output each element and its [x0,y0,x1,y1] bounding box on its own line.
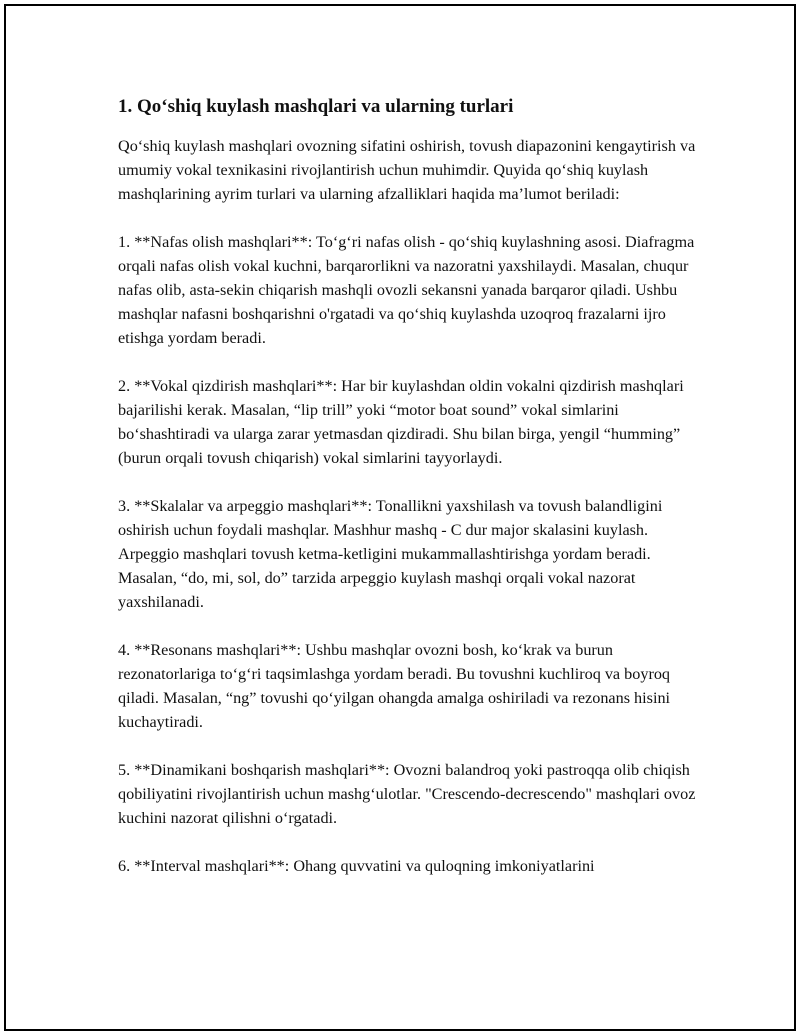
document-body [118,94,708,902]
intro-paragraph: Qo‘shiq kuylash mashqlari ovozning sifatini oshirish, tovush diapazonini kengaytirish va umumiy vokal texnikasini rivojlantirish uchun muhimdir. Quyida qo‘shiq kuylash mashqlarining ayrim turlari va ularning afzalliklari haqida ma’lumot beriladi: [118,137,696,203]
paragraph-dynamics-exercises: 5. **Dinamikani boshqarish mashqlari**: Ovozni balandroq yoki pastroqqa olib chiqish qobiliyatini rivojlantirish uchun mashg‘ulotlar. "Crescendo-decrescendo" mashqlari ovoz kuchini nazorat qilishni o‘rgatadi. [118,761,696,827]
section-heading: 1. Qo‘shiq kuylash mashqlari va ularning turlari [118,96,514,117]
paragraph-interval-exercises: 6. **Interval mashqlari**: Ohang quvvatini va quloqning imkoniyatlarini [118,857,595,875]
paragraph-scales-arpeggio: 3. **Skalalar va arpeggio mashqlari**: Tonallikni yaxshilash va tovush balandligini oshirish uchun foydali mashqlar. Mashhur mashq - C dur major skalasini kuylash. Arpeggio mashqlari tovush ketma-ketligini mukammallashtirishga yordam beradi. Masalan, “do, mi, sol, do” tarzida arpeggio kuylash mashqi orqali vokal nazorat yaxshilanadi. [118,497,663,611]
paragraph-breathing-exercises: 1. **Nafas olish mashqlari**: To‘g‘ri nafas olish - qo‘shiq kuylashning asosi. Diafragma orqali nafas olish vokal kuchni, barqarorlikni va nazoratni yaxshilaydi. Masalan, chuqur nafas olib, asta-sekin chiqarish mashqli ovozli sekansni yanada barqaror qiladi. Ushbu mashqlar nafasni boshqarishni o'rgatadi va qo‘shiq kuylashda uzoqroq frazalarni ijro etishga yordam beradi. [118,233,695,347]
paragraph-resonance-exercises: 4. **Resonans mashqlari**: Ushbu mashqlar ovozni bosh, ko‘krak va burun rezonatorlariga to‘g‘ri taqsimlashga yordam beradi. Bu tovushni kuchliroq va boyroq qiladi. Masalan, “ng” tovushi qo‘yilgan ohangda amalga oshiriladi va rezonans hisini kuchaytiradi. [118,641,671,731]
paragraph-warmup-exercises: 2. **Vokal qizdirish mashqlari**: Har bir kuylashdan oldin vokalni qizdirish mashqlari bajarilishi kerak. Masalan, “lip trill” yoki “motor boat sound” vokal simlarini bo‘shashtiradi va ularga zarar yetmasdan qizdiradi. Shu bilan birga, yengil “humming” (burun orqali tovush chiqarish) vokal simlarini tayyorlaydi. [118,377,684,467]
